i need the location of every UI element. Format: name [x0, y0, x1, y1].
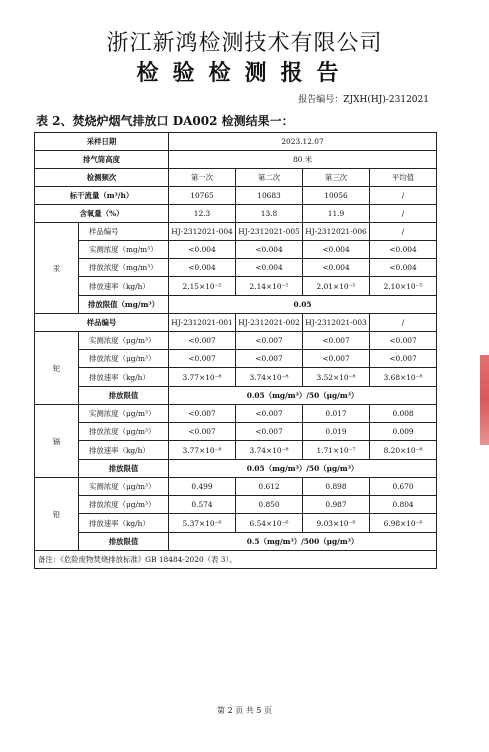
flow-label: 标干流量（m³/h）: [35, 187, 169, 205]
table-cell: 0.499: [169, 478, 236, 496]
mercury-rate-label: 排放速率（kg/h）: [79, 277, 169, 296]
table-cell: <0.004: [236, 259, 303, 277]
freq-col: 平均值: [370, 169, 437, 187]
lead-limit-value: 0.5（mg/m³）/500（μg/m³）: [169, 533, 437, 551]
table-cell: HJ-2312021-001: [169, 314, 236, 332]
cadmium-limit-value: 0.05（mg/m³）/50（μg/m³）: [169, 460, 437, 478]
freq-col: 第一次: [169, 169, 236, 187]
thallium-measured-label: 实测浓度（μg/m³）: [79, 332, 169, 350]
mercury-sample-label: 样品编号: [79, 223, 169, 241]
stack-height-value: 80 米: [169, 151, 437, 169]
table-row: [35, 533, 437, 551]
report-number: 报告编号：ZJXH(HJ)-2312021: [298, 95, 429, 105]
table-cell: <0.004: [370, 259, 437, 277]
table-row: [35, 368, 437, 387]
table-cell: 0.898: [303, 478, 370, 496]
cadmium-emission-label: 排放浓度（μg/m³）: [79, 423, 169, 441]
table-cell: <0.007: [169, 350, 236, 368]
table-cell: 6.98×10⁻⁶: [370, 514, 437, 533]
table-cell: 1.71×10⁻⁷: [303, 441, 370, 460]
table-row: [35, 514, 437, 533]
table-cell: 0.612: [236, 478, 303, 496]
table-cell: /: [370, 187, 437, 205]
sample-date-label: 采样日期: [35, 133, 169, 151]
table-cell: 3.74×10⁻⁸: [236, 441, 303, 460]
table-cell: HJ-2312021-003: [303, 314, 370, 332]
table-cell: 6.54×10⁻⁶: [236, 514, 303, 533]
table-cell: 0.017: [303, 405, 370, 423]
cadmium-measured-label: 实测浓度（μg/m³）: [79, 405, 169, 423]
red-stamp-edge: [480, 355, 489, 445]
table-cell: 3.77×10⁻⁸: [169, 368, 236, 387]
table-row: [35, 350, 437, 368]
table-row: [35, 460, 437, 478]
table-cell: <0.007: [169, 332, 236, 350]
table-cell: 0.850: [236, 496, 303, 514]
freq-label: 检测频次: [35, 169, 169, 187]
table-row: [35, 133, 437, 151]
table-cell: 10683: [236, 187, 303, 205]
sample-no-label: 样品编号: [35, 314, 169, 332]
table-cell: /: [370, 223, 437, 241]
thallium-emission-label: 排放浓度（μg/m³）: [79, 350, 169, 368]
table-cell: <0.007: [236, 405, 303, 423]
table-note: 备注：《危险废物焚烧排放标准》GB 18484-2020（表 3）。: [35, 551, 437, 569]
cadmium-rate-label: 排放速率（kg/h）: [79, 441, 169, 460]
table-row: [35, 151, 437, 169]
table-cell: <0.007: [169, 423, 236, 441]
results-table: [34, 132, 437, 569]
table-row: [35, 241, 437, 259]
table-cell: 9.03×10⁻⁶: [303, 514, 370, 533]
cadmium-name: 镉: [35, 405, 79, 478]
freq-col: 第三次: [303, 169, 370, 187]
mercury-emission-label: 排放浓度（mg/m³）: [79, 259, 169, 277]
table-cell: 0.019: [303, 423, 370, 441]
table-title: 表 2、焚烧炉烟气排放口 DA002 检测结果一：: [36, 114, 294, 128]
table-cell: HJ-2312021-005: [236, 223, 303, 241]
thallium-limit-value: 0.05（mg/m³）/50（μg/m³）: [169, 387, 437, 405]
table-cell: 5.37×10⁻⁶: [169, 514, 236, 533]
table-cell: 0.008: [370, 405, 437, 423]
freq-col: 第二次: [236, 169, 303, 187]
mercury-limit-label: 排放限值（mg/m³）: [79, 296, 169, 314]
table-cell: 2.15×10⁻⁵: [169, 277, 236, 296]
table-row: [35, 405, 437, 423]
table-cell: 0.987: [303, 496, 370, 514]
table-cell: 3.68×10⁻⁸: [370, 368, 437, 387]
report-title: 检验检测报告: [136, 60, 353, 86]
table-cell: 0.804: [370, 496, 437, 514]
table-cell: <0.007: [236, 423, 303, 441]
table-row: [35, 259, 437, 277]
table-row: [35, 187, 437, 205]
stack-height-label: 排气筒高度: [35, 151, 169, 169]
table-cell: 10056: [303, 187, 370, 205]
table-cell: <0.007: [370, 332, 437, 350]
table-cell: 3.77×10⁻⁸: [169, 441, 236, 460]
table-cell: 3.74×10⁻⁸: [236, 368, 303, 387]
thallium-limit-label: 排放限值: [79, 387, 169, 405]
thallium-name: 铊: [35, 332, 79, 405]
table-cell: /: [370, 314, 437, 332]
lead-emission-label: 排放浓度（μg/m³）: [79, 496, 169, 514]
table-cell: 11.9: [303, 205, 370, 223]
oxygen-label: 含氧量（%）: [35, 205, 169, 223]
table-cell: 8.20×10⁻⁸: [370, 441, 437, 460]
table-cell: <0.004: [169, 241, 236, 259]
table-row: [35, 423, 437, 441]
table-cell: 3.52×10⁻⁸: [303, 368, 370, 387]
table-row: [35, 332, 437, 350]
cadmium-limit-label: 排放限值: [79, 460, 169, 478]
sample-date-value: 2023.12.07: [169, 133, 437, 151]
table-cell: <0.004: [370, 241, 437, 259]
table-row: [35, 314, 437, 332]
thallium-rate-label: 排放速率（kg/h）: [79, 368, 169, 387]
table-row: [35, 205, 437, 223]
page-footer: 第 2 页 共 5 页: [217, 706, 272, 715]
table-cell: <0.007: [236, 332, 303, 350]
table-cell: HJ-2312021-002: [236, 314, 303, 332]
table-cell: <0.004: [236, 241, 303, 259]
table-row: [35, 296, 437, 314]
table-row: [35, 277, 437, 296]
table-cell: <0.004: [303, 241, 370, 259]
table-row: [35, 169, 437, 187]
table-row: [35, 441, 437, 460]
lead-measured-label: 实测浓度（μg/m³）: [79, 478, 169, 496]
table-cell: 2.10×10⁻⁵: [370, 277, 437, 296]
table-cell: 13.8: [236, 205, 303, 223]
table-cell: <0.007: [236, 350, 303, 368]
table-cell: 2.14×10⁻⁵: [236, 277, 303, 296]
mercury-name: 汞: [35, 223, 79, 314]
table-cell: 0.670: [370, 478, 437, 496]
table-cell: 2.01×10⁻⁵: [303, 277, 370, 296]
table-cell: HJ-2312021-006: [303, 223, 370, 241]
table-cell: <0.007: [303, 350, 370, 368]
mercury-limit-value: 0.05: [169, 296, 437, 314]
table-cell: 0.009: [370, 423, 437, 441]
lead-rate-label: 排放速率（kg/h）: [79, 514, 169, 533]
table-row: [35, 387, 437, 405]
table-cell: <0.007: [169, 405, 236, 423]
table-row: [35, 223, 437, 241]
table-row: [35, 478, 437, 496]
table-cell: <0.004: [303, 259, 370, 277]
table-row: [35, 551, 437, 569]
lead-name: 铅: [35, 478, 79, 551]
table-cell: /: [370, 205, 437, 223]
lead-limit-label: 排放限值: [79, 533, 169, 551]
mercury-measured-label: 实测浓度（mg/m³）: [79, 241, 169, 259]
table-cell: 12.3: [169, 205, 236, 223]
table-cell: 0.574: [169, 496, 236, 514]
table-cell: HJ-2312021-004: [169, 223, 236, 241]
table-cell: 10765: [169, 187, 236, 205]
table-cell: <0.007: [370, 350, 437, 368]
table-cell: <0.007: [303, 332, 370, 350]
table-cell: <0.004: [169, 259, 236, 277]
company-name: 浙江新鸿检测技术有限公司: [106, 31, 383, 56]
table-row: [35, 496, 437, 514]
